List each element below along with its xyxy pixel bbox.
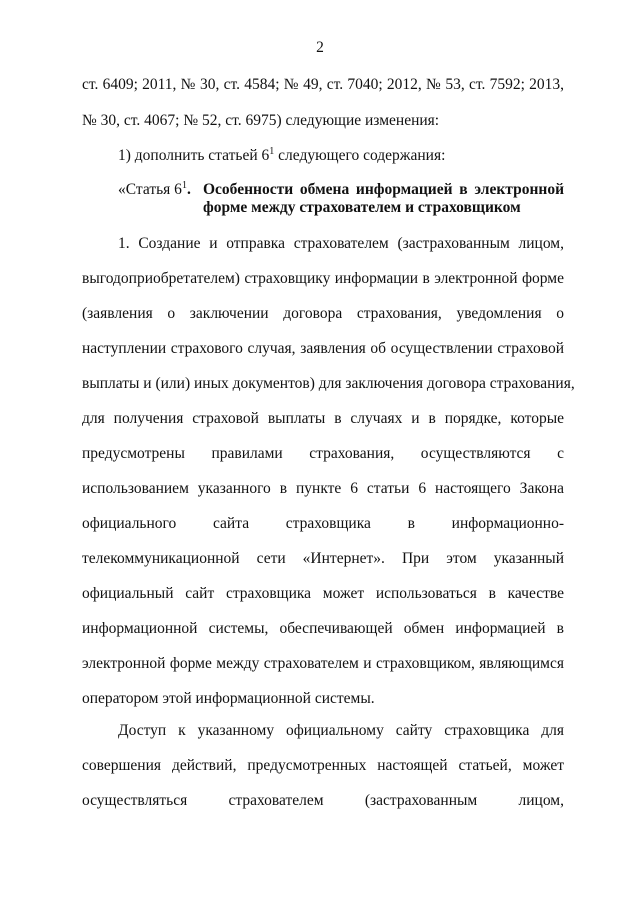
paragraph-1-line: предусмотрены правилами страхования, осуществляются с bbox=[82, 445, 564, 462]
article-title-line-2: форме между страхователем и страховщиком bbox=[203, 199, 521, 216]
paragraph-2-line: Доступ к указанному официальному сайту страховщика для bbox=[118, 722, 564, 739]
intro-line-2: № 30, ст. 4067; № 52, ст. 6975) следующие изменения: bbox=[82, 112, 440, 129]
paragraph-1-line: официального сайта страховщика в информационно- bbox=[82, 515, 564, 532]
article-title-line-1: Особенности обмена информацией в электронной bbox=[203, 181, 564, 198]
paragraph-1-line: 1. Создание и отправка страхователем (застрахованным лицом, bbox=[118, 235, 564, 252]
paragraph-1-line: электронной форме между страхователем и страховщиком, являющимся bbox=[82, 655, 564, 672]
item-1-text-after: следующего содержания: bbox=[274, 147, 446, 164]
paragraph-1-line: для получения страховой выплаты в случаях и в порядке, которые bbox=[82, 410, 564, 427]
intro-line-1: ст. 6409; 2011, № 30, ст. 4584; № 49, ст. 7040; 2012, № 53, ст. 7592; 2013, bbox=[82, 76, 564, 93]
item-1 bbox=[118, 146, 564, 166]
paragraph-2-line: осуществляться страхователем (застрахованным лицом, bbox=[82, 792, 564, 809]
paragraph-1-line: информационной системы, обеспечивающей обмен информацией в bbox=[82, 620, 564, 637]
paragraph-1-line: официальный сайт страховщика может использоваться в качестве bbox=[82, 585, 564, 602]
item-1-text: 1) дополнить статьей 6 bbox=[118, 147, 270, 164]
paragraph-1-line: (заявления о заключении договора страхования, уведомления о bbox=[82, 305, 564, 322]
article-prefix: «Статья $6^1$. bbox=[118, 179, 191, 198]
paragraph-1-line: использованием указанного в пункте 6 статьи 6 настоящего Закона bbox=[82, 480, 564, 497]
paragraph-1-line: выплаты и (или) иных документов) для заключения договора страхования, bbox=[82, 375, 575, 392]
paragraph-1-line: телекоммуникационной сети «Интернет». При этом указанный bbox=[82, 550, 564, 567]
paragraph-1-line: наступлении страхового случая, заявления об осуществлении страховой bbox=[82, 340, 564, 357]
item-1-sup: 1 bbox=[269, 145, 275, 157]
paragraph-1-line: выгодоприобретателем) страховщику информации в электронной форме bbox=[82, 270, 564, 287]
page-number: 2 bbox=[316, 39, 324, 56]
paragraph-1-line: оператором этой информационной системы. bbox=[82, 690, 375, 707]
paragraph-2-line: совершения действий, предусмотренных настоящей статьей, может bbox=[82, 757, 564, 774]
